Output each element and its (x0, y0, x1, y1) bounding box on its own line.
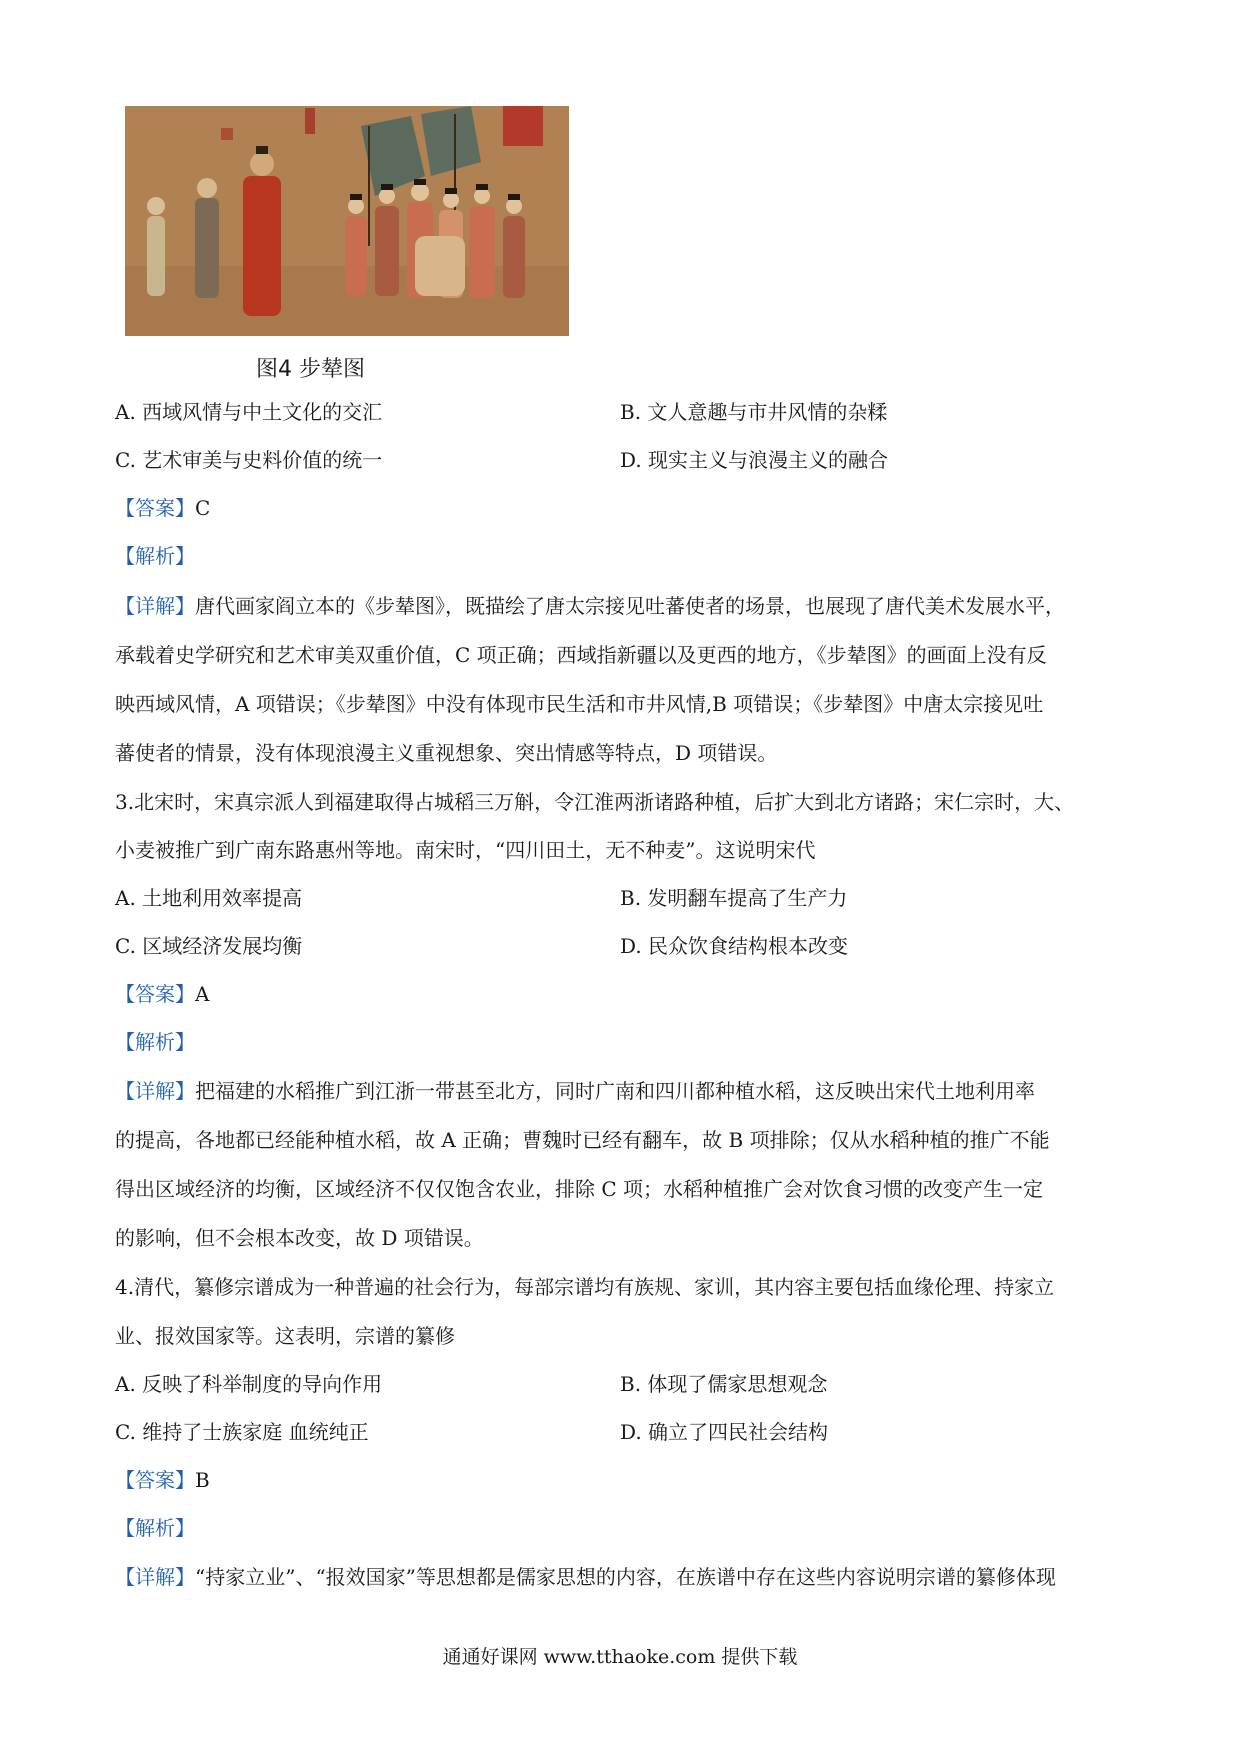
q3-detail-line-1 (115, 1077, 1035, 1105)
painting-image (125, 106, 569, 336)
analysis-tag: 【解析】 (115, 544, 195, 568)
q3-answer (115, 980, 209, 1008)
detail-text: 唐代画家阎立本的《步辇图》，既描绘了唐太宗接见吐蕃使者的场景，也展现了唐代美术发展水平， (195, 594, 1065, 618)
q2-option-c: C. 艺术审美与史料价值的统一 (115, 448, 383, 472)
detail-text: “持家立业”、“报效国家”等思想都是儒家思想的内容，在族谱中存在这些内容说明宗谱的纂修体现 (195, 1565, 1056, 1589)
q2-detail-line-3: 映西域风情，A 项错误；《步辇图》中没有体现市民生活和市井风情,B 项错误；《步辇图》中唐太宗接见吐 (115, 692, 1044, 716)
figure-caption: 图4 步辇图 (256, 357, 365, 382)
page-footer: 通通好课网 www.tthaoke.com 提供下载 (442, 1646, 798, 1668)
q4-analysis-tag (115, 1514, 195, 1542)
detail-text: 把福建的水稻推广到江浙一带甚至北方，同时广南和四川都种植水稻，这反映出宋代土地利用率 (195, 1079, 1035, 1103)
answer-tag: 【答案】 (115, 1468, 195, 1492)
q4-option-a: A. 反映了科举制度的导向作用 (115, 1372, 383, 1396)
q4-stem-line-2: 业、报效国家等。这表明，宗谱的纂修 (115, 1324, 455, 1348)
detail-tag: 【详解】 (115, 1565, 195, 1589)
q3-option-d: D. 民众饮食结构根本改变 (620, 934, 849, 958)
q2-analysis-tag (115, 542, 195, 570)
q3-stem-line-2: 小麦被推广到广南东路惠州等地。南宋时，“四川田土，无不种麦”。这说明宋代 (115, 838, 816, 862)
q2-option-b: B. 文人意趣与市井风情的杂糅 (620, 400, 888, 424)
q2-answer (115, 494, 210, 522)
q3-stem-line-1: 3.北宋时，宋真宗派人到福建取得占城稻三万斛，令江淮两浙诸路种植，后扩大到北方诸路；宋仁宗时，大、 (115, 790, 1075, 814)
q3-detail-line-4: 的影响，但不会根本改变，故 D 项错误。 (115, 1226, 484, 1250)
q4-stem-line-1: 4.清代，纂修宗谱成为一种普遍的社会行为，每部宗谱均有族规、家训，其内容主要包括血缘伦理、持家立 (115, 1275, 1055, 1299)
answer-value: A (195, 982, 210, 1006)
q3-detail-line-2: 的提高，各地都已经能种植水稻，故 A 正确；曹魏时已经有翻车，故 B 项排除；仅从水稻种植的推广不能 (115, 1128, 1050, 1152)
q2-detail-line-1 (115, 592, 1065, 620)
q4-answer (115, 1466, 210, 1494)
q3-option-b: B. 发明翻车提高了生产力 (620, 886, 848, 910)
q4-option-c: C. 维持了士族家庭 血统纯正 (115, 1420, 369, 1444)
q3-option-c: C. 区域经济发展均衡 (115, 934, 303, 958)
q4-option-b: B. 体现了儒家思想观念 (620, 1372, 828, 1396)
q4-detail-line-1 (115, 1563, 1056, 1591)
q4-option-d: D. 确立了四民社会结构 (620, 1420, 829, 1444)
q2-option-d: D. 现实主义与浪漫主义的融合 (620, 448, 889, 472)
answer-value: C (195, 496, 211, 520)
analysis-tag: 【解析】 (115, 1030, 195, 1054)
q2-option-a: A. 西域风情与中土文化的交汇 (115, 400, 383, 424)
q2-detail-line-4: 蕃使者的情景，没有体现浪漫主义重视想象、突出情感等特点，D 项错误。 (115, 741, 778, 765)
q3-option-a: A. 土地利用效率提高 (115, 886, 303, 910)
detail-tag: 【详解】 (115, 594, 195, 618)
answer-tag: 【答案】 (115, 496, 195, 520)
answer-tag: 【答案】 (115, 982, 195, 1006)
q3-analysis-tag (115, 1028, 195, 1056)
q3-detail-line-3: 得出区域经济的均衡，区域经济不仅仅饱含农业，排除 C 项；水稻种植推广会对饮食习惯的改变产生一定 (115, 1177, 1044, 1201)
painting-illustration (125, 106, 569, 336)
detail-tag: 【详解】 (115, 1079, 195, 1103)
q2-detail-line-2: 承载着史学研究和艺术审美双重价值，C 项正确；西域指新疆以及更西的地方，《步辇图》的画面上没有反 (115, 643, 1047, 667)
answer-value: B (195, 1468, 210, 1492)
analysis-tag: 【解析】 (115, 1516, 195, 1540)
